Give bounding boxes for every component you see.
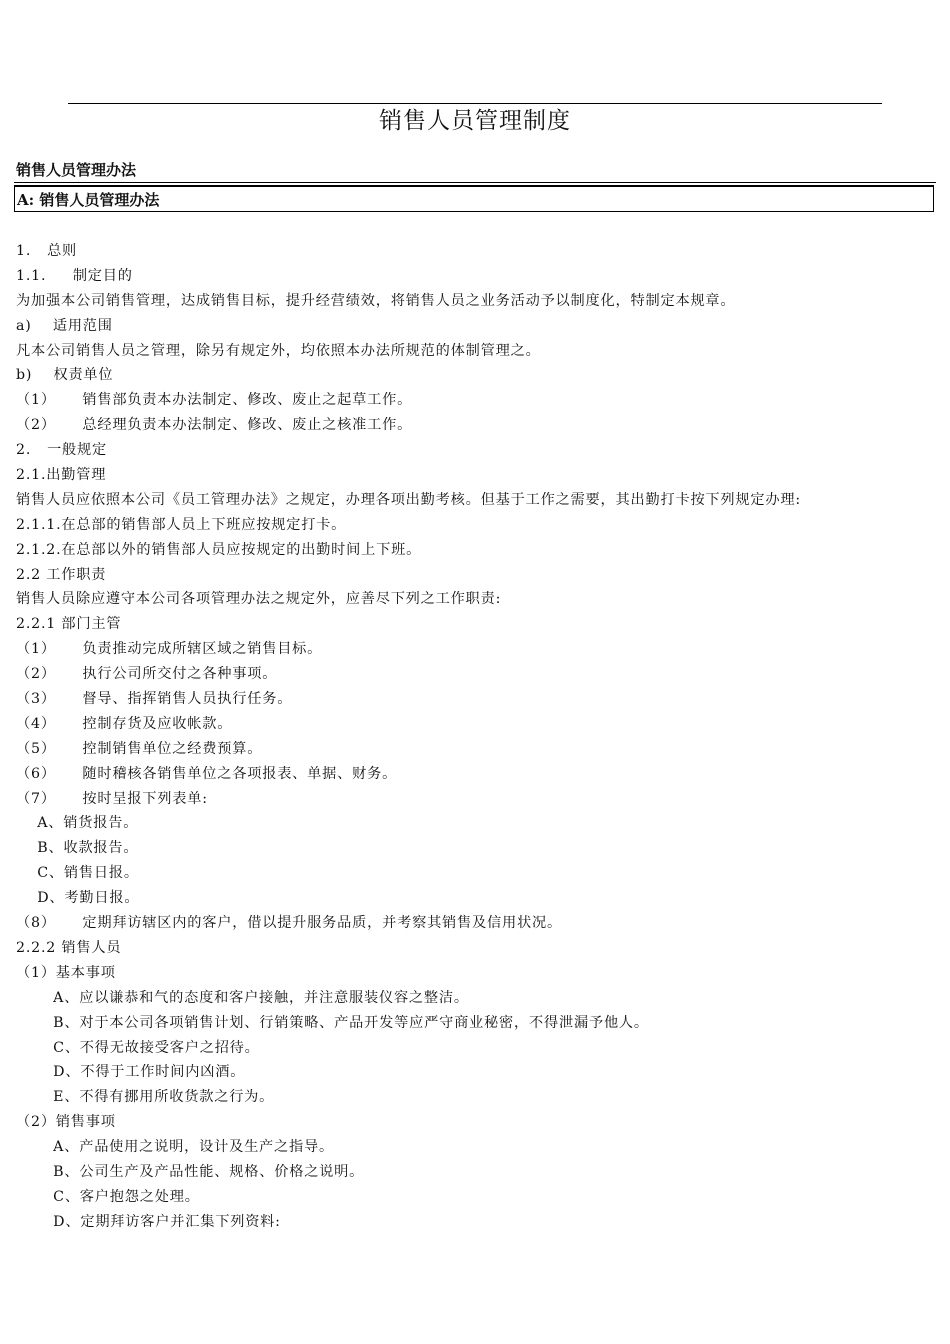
body-line: （1） 负责推动完成所辖区域之销售目标。 (16, 641, 323, 658)
body-line: 为加强本公司销售管理，达成销售目标，提升经营绩效，将销售人员之业务活动予以制度化，特制定本规章。 (16, 292, 736, 309)
body-line: 销售人员除应遵守本公司各项管理办法之规定外，应善尽下列之工作职责: (16, 591, 502, 608)
body-line: 2.2.1 部门主管 (16, 616, 122, 633)
body-line: C、客户抱怨之处理。 (16, 1188, 200, 1205)
body-line: B、收款报告。 (16, 840, 139, 857)
body-line: （1）基本事项 (16, 964, 116, 981)
body-line: D、考勤日报。 (16, 890, 140, 907)
body-line: D、定期拜访客户并汇集下列资料: (16, 1213, 281, 1230)
body-line: （3） 督导、指挥销售人员执行任务。 (16, 691, 293, 708)
boxed-heading-text: A: 销售人员管理办法 (17, 191, 160, 209)
document-body (16, 239, 936, 1235)
body-line: 凡本公司销售人员之管理，除另有规定外，均依照本办法所规范的体制管理之。 (16, 342, 541, 359)
body-line: （2）销售事项 (16, 1114, 116, 1131)
section-heading: 销售人员管理办法 (16, 161, 137, 179)
body-line: （4） 控制存货及应收帐款。 (16, 715, 233, 732)
body-line: b) 权责单位 (16, 367, 114, 384)
body-line: C、不得无故接受客户之招待。 (16, 1039, 260, 1056)
body-line: A、应以谦恭和气的态度和客户接触，并注意服装仪容之整洁。 (16, 989, 469, 1006)
body-line: B、对于本公司各项销售计划、行销策略、产品开发等应严守商业秘密，不得泄漏予他人。 (16, 1014, 649, 1031)
body-line: 2.2.2 销售人员 (16, 939, 122, 956)
boxed-heading (14, 185, 934, 212)
body-line: （5） 控制销售单位之经费预算。 (16, 740, 263, 757)
body-line: 2.2 工作职责 (16, 566, 107, 583)
body-line: E、不得有挪用所收货款之行为。 (16, 1089, 275, 1106)
body-line: a) 适用范围 (16, 317, 113, 334)
body-line: 2.1.1.在总部的销售部人员上下班应按规定打卡。 (16, 516, 347, 533)
body-line: 2.1.2.在总部以外的销售部人员应按规定的出勤时间上下班。 (16, 541, 422, 558)
body-line: A、销货报告。 (16, 815, 139, 832)
body-line: （1） 销售部负责本办法制定、修改、废止之起草工作。 (16, 392, 413, 409)
body-line: D、不得于工作时间内凶酒。 (16, 1064, 246, 1081)
body-line: （2） 执行公司所交付之各种事项。 (16, 666, 278, 683)
divider (14, 182, 936, 183)
document-title: 销售人员管理制度 (379, 108, 571, 134)
body-line: （8） 定期拜访辖区内的客户，借以提升服务品质，并考察其销售及信用状况。 (16, 915, 562, 932)
body-line: B、公司生产及产品性能、规格、价格之说明。 (16, 1163, 365, 1180)
body-line: （2） 总经理负责本办法制定、修改、废止之核准工作。 (16, 417, 413, 434)
body-line: 2. 一般规定 (16, 442, 108, 459)
body-line: A、产品使用之说明，设计及生产之指导。 (16, 1139, 334, 1156)
body-line: 2.1.出勤管理 (16, 467, 107, 484)
body-line: C、销售日报。 (16, 865, 139, 882)
body-line: 销售人员应依照本公司《员工管理办法》之规定，办理各项出勤考核。但基于工作之需要，其出勤打卡按下列规定办理: (16, 491, 801, 508)
body-line: 1. 总则 (16, 243, 78, 259)
body-line: 1.1. 制定目的 (16, 267, 133, 284)
body-line: （7） 按时呈报下列表单: (16, 790, 208, 807)
body-line: （6） 随时稽核各销售单位之各项报表、单据、财务。 (16, 765, 398, 782)
